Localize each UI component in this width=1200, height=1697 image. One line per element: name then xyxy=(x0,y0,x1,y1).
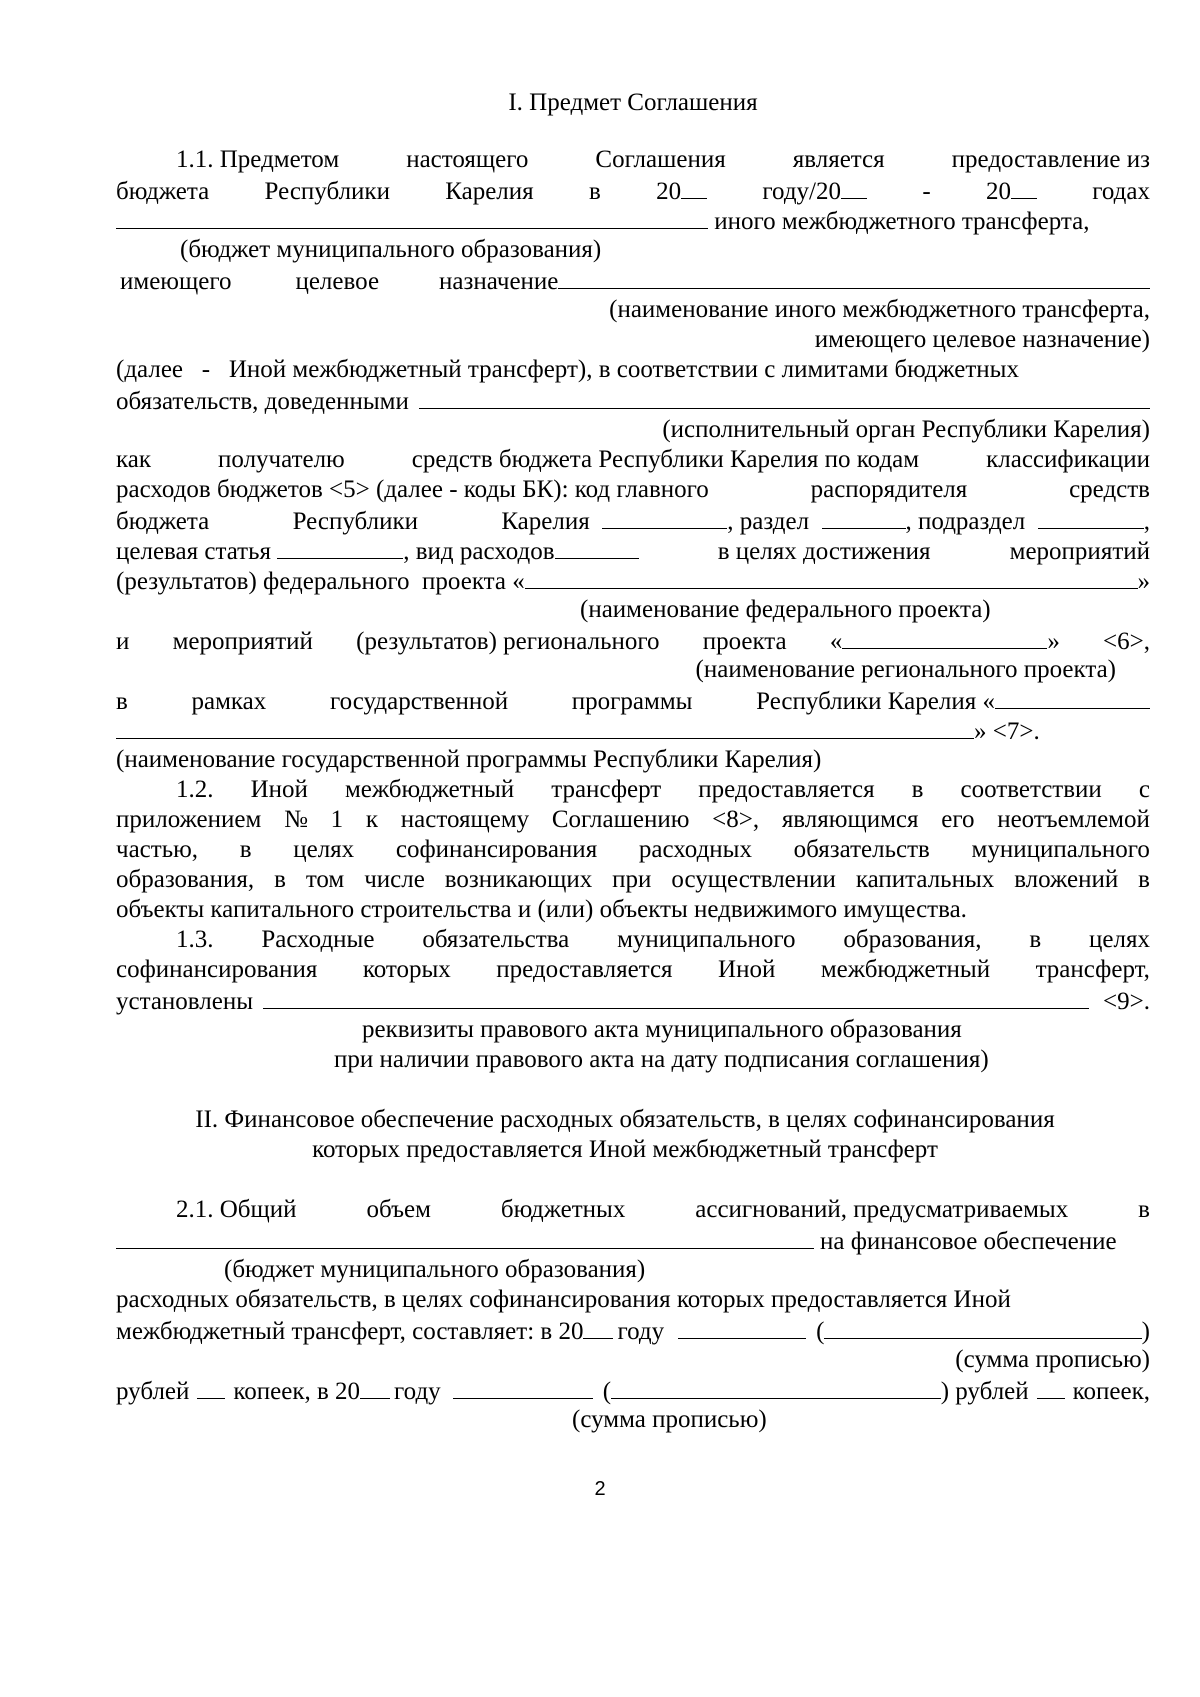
section-1-heading: I. Предмет Соглашения xyxy=(508,89,758,116)
p13-line-1: 1.3. Расходные обязательства муниципального образования, в целях xyxy=(176,926,1150,953)
target-article-blank[interactable] xyxy=(277,533,403,559)
kopecks-blank-2[interactable] xyxy=(1037,1373,1065,1399)
section-code-blank[interactable] xyxy=(822,503,906,529)
p21-line-4: расходных обязательств, в целях софинансирования которых предоставляется Иной xyxy=(116,1286,1011,1313)
p11-line-3: иного межбюджетного трансферта, xyxy=(116,203,1150,237)
amount-blank[interactable] xyxy=(678,1313,806,1339)
p21-line-1: 2.1. Общий объем бюджетных ассигнований, предусматриваемых в xyxy=(176,1196,1150,1223)
p11-line-17: и мероприятий (результатов) регионального проекта « » <6>, xyxy=(116,623,1150,657)
page-number: 2 xyxy=(594,1478,606,1500)
note-state-program: (наименование государственной программы Республики Карелия) xyxy=(116,746,822,773)
year-blank[interactable] xyxy=(681,173,707,199)
amount-words-blank[interactable] xyxy=(824,1313,1141,1339)
grbs-code-blank[interactable] xyxy=(602,503,727,529)
p11-line-12: расходов бюджетов <5> (далее - коды БК): код главного распорядителя средств xyxy=(116,476,1150,503)
note-federal-project: (наименование федерального проекта) xyxy=(580,596,991,623)
note-transfer-name: (наименование иного межбюджетного трансферта, xyxy=(609,296,1150,323)
legal-act-blank[interactable] xyxy=(263,983,1089,1009)
transfer-name-blank[interactable] xyxy=(558,263,1150,289)
state-program-blank[interactable] xyxy=(995,683,1150,709)
year-blank[interactable] xyxy=(583,1313,613,1339)
note-amount-words: (сумма прописью) xyxy=(955,1346,1150,1373)
municipal-budget-blank-2[interactable] xyxy=(116,1223,814,1249)
note-legal-act-date: при наличии правового акта на дату подписания соглашения) xyxy=(334,1046,989,1073)
p12-line-2: приложением № 1 к настоящему Соглашению <8>, являющимся его неотъемлемой xyxy=(116,806,1150,833)
note-municipal-budget-2: (бюджет муниципального образования) xyxy=(224,1256,646,1283)
p21-line-2: на финансовое обеспечение xyxy=(116,1223,1150,1257)
note-legal-act: реквизиты правового акта муниципального образования xyxy=(362,1016,962,1043)
p11-line-8: (далее - Иной межбюджетный трансферт), в соответствии с лимитами бюджетных xyxy=(116,356,1019,383)
p11-line-1: 1.1. Предметом настоящего Соглашения является предоставление из xyxy=(176,146,1150,173)
p11-line-19: в рамках государственной программы Республики Карелия « xyxy=(116,683,1150,717)
p11-line-14: целевая статья , вид расходов в целях достижения мероприятий xyxy=(116,533,1150,567)
note-regional-project: (наименование регионального проекта) xyxy=(695,656,1116,683)
state-program-blank-cont[interactable] xyxy=(116,713,974,739)
p11-line-5: имеющего целевое назначение xyxy=(116,263,1150,297)
p13-line-2: софинансирования которых предоставляется Иной межбюджетный трансферт, xyxy=(116,956,1150,983)
p21-line-7: рублей копеек, в 20 году ( ) рублей копеек, xyxy=(116,1373,1150,1407)
executive-body-blank[interactable] xyxy=(419,383,1150,409)
subsection-code-blank[interactable] xyxy=(1038,503,1144,529)
p12-line-5: объекты капитального строительства и (или) объекты недвижимого имущества. xyxy=(116,896,967,923)
p11-line-2: бюджета Республики Карелия в 20 году/20 - 20 годах xyxy=(116,173,1150,207)
p13-line-3: установлены <9>. xyxy=(116,983,1150,1017)
note-target-purpose: имеющего целевое назначение) xyxy=(814,326,1150,353)
year-blank[interactable] xyxy=(1011,173,1037,199)
p11-line-13: бюджета Республики Карелия , раздел , подраздел , xyxy=(116,503,1150,537)
note-municipal-budget: (бюджет муниципального образования) xyxy=(180,236,602,263)
p11-line-20: » <7>. xyxy=(116,713,1150,747)
federal-project-blank[interactable] xyxy=(525,563,1138,589)
section-2-heading-line-2: которых предоставляется Иной межбюджетный трансферт xyxy=(312,1136,938,1163)
p12-line-4: образования, в том числе возникающих при осуществлении капитальных вложений в xyxy=(116,866,1150,893)
section-2-heading-line-1: II. Финансовое обеспечение расходных обязательств, в целях софинансирования xyxy=(195,1106,1055,1133)
year-blank[interactable] xyxy=(360,1373,390,1399)
municipal-budget-blank[interactable] xyxy=(116,203,708,229)
amount-blank-2[interactable] xyxy=(453,1373,593,1399)
p12-line-3: частью, в целях софинансирования расходных обязательств муниципального xyxy=(116,836,1150,863)
p11-line-11: как получателю средств бюджета Республики Карелия по кодам классификации xyxy=(116,446,1150,473)
note-executive-body: (исполнительный орган Республики Карелия) xyxy=(662,416,1150,443)
p11-line-9: обязательств, доведенными xyxy=(116,383,1150,417)
p12-line-1: 1.2. Иной межбюджетный трансферт предоставляется в соответствии с xyxy=(176,776,1150,803)
amount-words-blank-2[interactable] xyxy=(611,1373,941,1399)
expense-type-blank[interactable] xyxy=(555,533,639,559)
p21-line-5: межбюджетный трансферт, составляет: в 20 году ( ) xyxy=(116,1313,1150,1347)
regional-project-blank[interactable] xyxy=(842,623,1047,649)
note-amount-words-2: (сумма прописью) xyxy=(572,1406,767,1433)
kopecks-blank[interactable] xyxy=(197,1373,225,1399)
year-blank[interactable] xyxy=(841,173,867,199)
p11-line-15: (результатов) федерального проекта « » xyxy=(116,563,1150,597)
